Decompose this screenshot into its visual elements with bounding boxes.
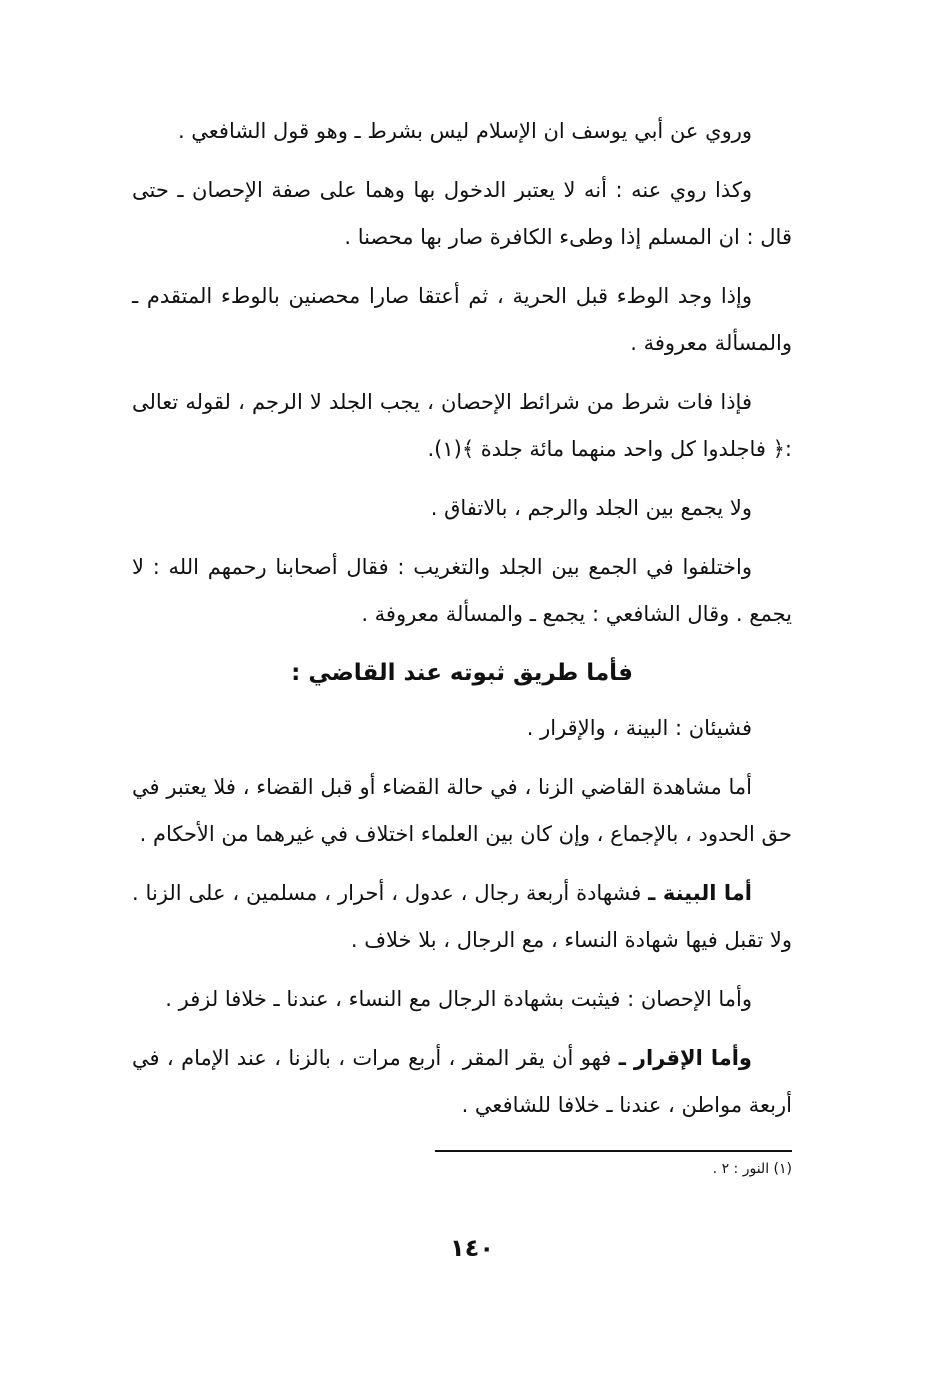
paragraph-10-text: وأما الإحصان : فيثبت بشهادة الرجال مع النساء ، عندنا ـ خلافا لزفر . <box>165 987 752 1011</box>
paragraph-11-lead: وأما الإقرار ـ <box>618 1046 752 1070</box>
paragraph-11-text: فهو أن يقر المقر ، أربع مرات ، بالزنا ، عند الإمام ، في أربعة مواطن ، عندنا ـ خلافا للشافعي . <box>132 1046 792 1117</box>
footnote: (١) النور : ٢ . <box>712 1161 792 1177</box>
paragraph-4: فإذا فات شرط من شرائط الإحصان ، يجب الجلد لا الرجم ، لقوله تعالى :﴿ فاجلدوا كل واحد منهما مائة جلدة ﴾(١). <box>132 390 792 461</box>
page-number: ١٤٠ <box>450 1234 494 1262</box>
paragraph-2: وكذا روي عنه : أنه لا يعتبر الدخول بها وهما على صفة الإحصان ـ حتى قال : ان المسلم إذا وطىء الكافرة صار بها محصنا . <box>132 178 792 249</box>
paragraph-8 <box>132 764 792 858</box>
paragraph-1: وروي عن أبي يوسف ان الإسلام ليس بشرط ـ وهو قول الشافعي . <box>177 119 752 143</box>
paragraph-11 <box>132 1035 792 1129</box>
paragraph-8-text: أما مشاهدة القاضي الزنا ، في حالة القضاء أو قبل القضاء ، فلا يعتبر في حق الحدود ، بالإجماع ، وإن كان بين العلماء اختلاف في غيرهما من الأحكام . <box>132 775 792 846</box>
paragraph-9 <box>132 870 792 964</box>
paragraph-9-text: فشهادة أربعة رجال ، عدول ، أحرار ، مسلمين ، على الزنا . ولا تقبل فيها شهادة النساء ، مع الرجال ، بلا خلاف . <box>132 881 792 952</box>
paragraph-5: ولا يجمع بين الجلد والرجم ، بالاتفاق . <box>430 496 752 520</box>
main-text <box>132 108 792 1141</box>
paragraph-6: واختلفوا في الجمع بين الجلد والتغريب : فقال أصحابنا رحمهم الله : لا يجمع . وقال الشافعي : يجمع ـ والمسألة معروفة . <box>132 555 792 626</box>
footnote-divider <box>435 1150 792 1152</box>
paragraph-7 <box>132 705 792 752</box>
paragraph-9-lead: أما البينة ـ <box>648 881 752 905</box>
section-heading: فأما طريق ثبوته عند القاضي : <box>291 660 633 686</box>
paragraph-10 <box>132 976 792 1023</box>
paragraph-7-text: فشيئان : البينة ، والإقرار . <box>526 716 752 740</box>
paragraph-3: وإذا وجد الوطء قبل الحرية ، ثم أعتقا صارا محصنين بالوطء المتقدم ـ والمسألة معروفة . <box>132 284 792 355</box>
